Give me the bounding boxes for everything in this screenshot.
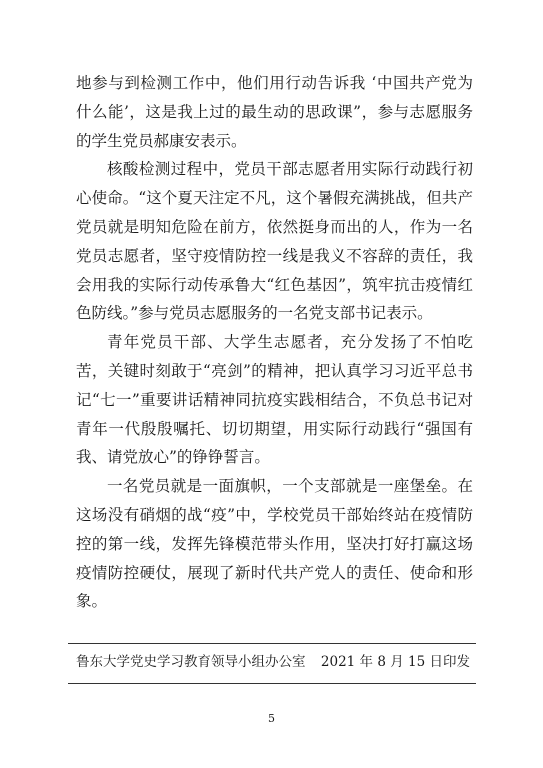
page-number: 5	[268, 712, 275, 725]
paragraph-continued: 地参与到检测工作中，他们用行动告诉我 ‘中国共产党为什么能’，这是我上过的最生动的思政课”，参与志愿服务的学生党员郝康安表示。	[76, 74, 473, 150]
paragraph-conclusion: 一名党员就是一面旗帜，一个支部就是一座堡垒。在这场没有硝烟的战“疫”中，学校党员干部始终站在疫情防控的第一线，发挥先锋模范带头作用，坚决打好打赢这场疫情防控硬仗，展现了新时代共产党人的责任、使命和形象。	[76, 477, 473, 611]
document-footer	[76, 651, 470, 673]
footer-bottom-rule	[68, 683, 476, 684]
paragraph-youth-volunteers: 青年党员干部、大学生志愿者，充分发扬了不怕吃苦，关键时刻敢于“亮剑”的精神，把认真学习习近平总书记“七一”重要讲话精神同抗疫实践相结合，不负总书记对青年一代殷殷嘱托、切切期望，用实际行动践行“强国有我、请党放心”的铮铮誓言。	[76, 333, 473, 467]
document-body	[76, 69, 473, 616]
paragraph-nucleic-acid-testing: 核酸检测过程中，党员干部志愿者用实际行动践行初心使命。“这个夏天注定不凡，这个暑假充满挑战，但共产党员就是明知危险在前方，依然挺身而出的人，作为一名党员志愿者，坚守疫情防控一线是我义不容辞的责任，我会用我的实际行动传承鲁大“红色基因”，筑牢抗击疫情红色防线。”参与党员志愿服务的一名党支部书记表示。	[76, 160, 473, 323]
footer-top-rule	[68, 643, 476, 644]
footer-issuer: 鲁东大学党史学习教育领导小组办公室	[76, 654, 306, 670]
footer-date: 2021 年 8 月 15 日印发	[320, 654, 470, 670]
